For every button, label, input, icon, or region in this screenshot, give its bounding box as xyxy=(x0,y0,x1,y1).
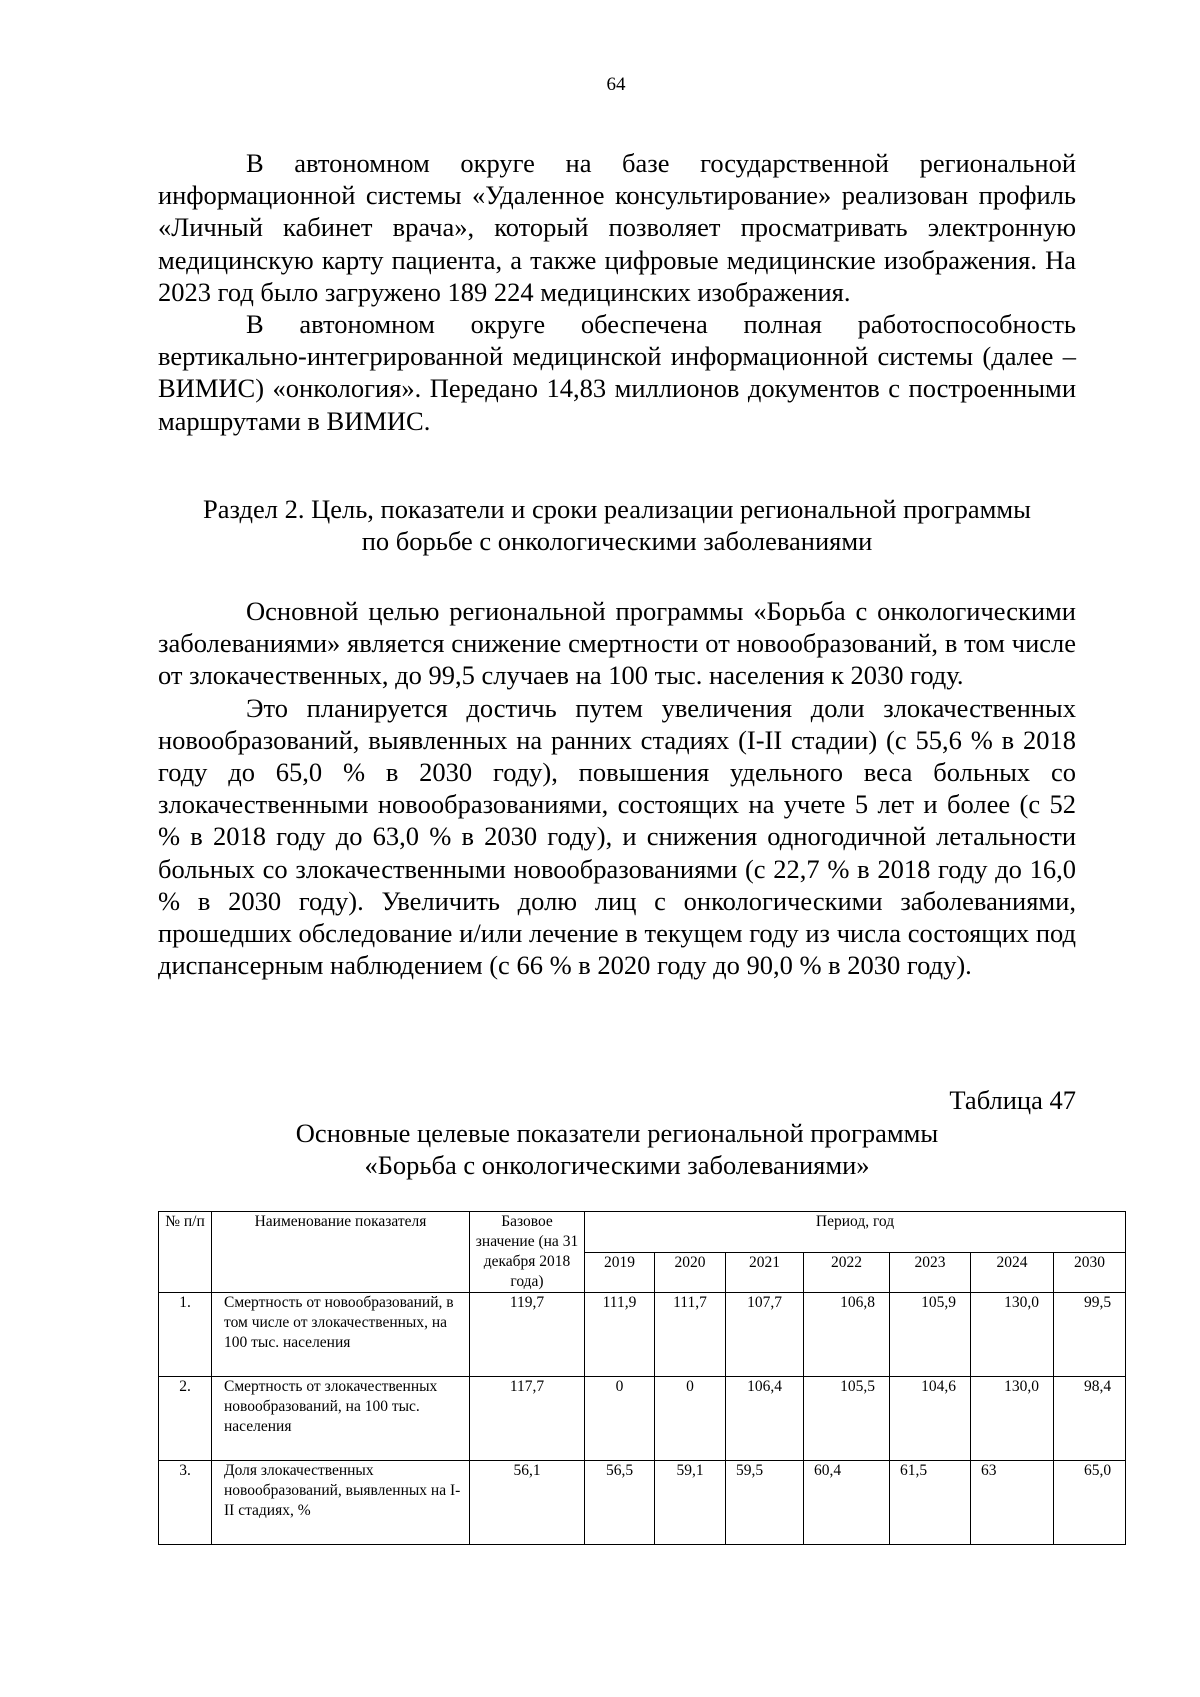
cell-value: 105,5 xyxy=(804,1377,890,1461)
intro-text xyxy=(158,147,1076,437)
cell-value: 0 xyxy=(655,1377,726,1461)
section-heading xyxy=(158,493,1076,557)
cell-value: 105,9 xyxy=(890,1293,971,1377)
header-cell-name: Наименование показателя xyxy=(212,1212,470,1293)
header-cell-year: 2020 xyxy=(655,1252,726,1293)
cell-value: 59,5 xyxy=(726,1461,804,1545)
goal-text xyxy=(158,595,1076,981)
table-number: Таблица 47 xyxy=(949,1085,1076,1115)
cell-value: 106,8 xyxy=(804,1293,890,1377)
cell-value: 63 xyxy=(971,1461,1054,1545)
cell-value: 59,1 xyxy=(655,1461,726,1545)
paragraph: Основной целью региональной программы «Борьба с онкологическими заболеваниями» является снижение смертности от новообразований, в том числе от злокачественных, до 99,5 случаев на 100 тыс. населения к 2030 году. xyxy=(158,596,1076,691)
header-cell-period: Период, год xyxy=(585,1212,1126,1253)
cell-base: 119,7 xyxy=(470,1293,585,1377)
header-cell-year: 2030 xyxy=(1054,1252,1126,1293)
indicators-table xyxy=(158,1211,1126,1545)
header-cell-year: 2023 xyxy=(890,1252,971,1293)
paragraph: Это планируется достичь путем увеличения доли злокачественных новообразований, выявленных на ранних стадиях (I-II стадии) (с 55,6 % в 2018 году до 65,0 % в 2030 году), повышения удельного веса больных со злокачественными новообразованиями, состоящих на учете 5 лет и более (с 52 % в 2018 году до 63,0 % в 2030 году), и снижения одногодичной летальности больных со злокачественными новообразованиями (с 22,7 % в 2018 году до 16,0 % в 2030 году). Увеличить долю лиц с онкологическими заболеваниями, прошедших обследование и/или лечение в текущем году из числа состоящих под диспансерным наблюдением (с 66 % в 2020 году до 90,0 % в 2030 году). xyxy=(158,692,1076,981)
cell-value: 56,5 xyxy=(585,1461,655,1545)
header-cell-num: № п/п xyxy=(159,1212,212,1293)
cell-value: 107,7 xyxy=(726,1293,804,1377)
cell-value: 106,4 xyxy=(726,1377,804,1461)
cell-value: 65,0 xyxy=(1054,1461,1126,1545)
cell-name: Смертность от новообразований, в том числе от злокачественных, на 100 тыс. населения xyxy=(212,1293,470,1377)
header-cell-year: 2024 xyxy=(971,1252,1054,1293)
header-cell-year: 2021 xyxy=(726,1252,804,1293)
table-title xyxy=(158,1117,1076,1181)
cell-num: 1. xyxy=(159,1293,212,1377)
header-cell-year: 2022 xyxy=(804,1252,890,1293)
cell-num: 3. xyxy=(159,1461,212,1545)
cell-value: 130,0 xyxy=(971,1377,1054,1461)
cell-base: 117,7 xyxy=(470,1377,585,1461)
page-number: 64 xyxy=(606,74,626,95)
cell-value: 61,5 xyxy=(890,1461,971,1545)
cell-value: 60,4 xyxy=(804,1461,890,1545)
cell-value: 98,4 xyxy=(1054,1377,1126,1461)
table-row xyxy=(159,1293,1126,1377)
cell-name: Смертность от злокачественных новообразований, на 100 тыс. населения xyxy=(212,1377,470,1461)
cell-num: 2. xyxy=(159,1377,212,1461)
cell-value: 111,9 xyxy=(585,1293,655,1377)
table-row xyxy=(159,1377,1126,1461)
table-header-row xyxy=(159,1212,1126,1253)
table-title-line: Основные целевые показатели региональной программы xyxy=(295,1118,939,1148)
cell-value: 104,6 xyxy=(890,1377,971,1461)
cell-value: 0 xyxy=(585,1377,655,1461)
section-heading-line: Раздел 2. Цель, показатели и сроки реализации региональной программы xyxy=(203,494,1031,524)
table-row xyxy=(159,1461,1126,1545)
table-title-line: «Борьба с онкологическими заболеваниями» xyxy=(364,1150,870,1180)
paragraph: В автономном округе на базе государственной региональной информационной системы «Удаленное консультирование» реализован профиль «Личный кабинет врача», который позволяет просматривать электронную медицинскую карту пациента, а также цифровые медицинские изображения. На 2023 год было загружено 189 224 медицинских изображения. xyxy=(158,148,1076,307)
cell-value: 99,5 xyxy=(1054,1293,1126,1377)
cell-value: 111,7 xyxy=(655,1293,726,1377)
section-heading-line: по борьбе с онкологическими заболеваниями xyxy=(361,526,873,556)
header-cell-year: 2019 xyxy=(585,1252,655,1293)
cell-base: 56,1 xyxy=(470,1461,585,1545)
cell-value: 130,0 xyxy=(971,1293,1054,1377)
cell-name: Доля злокачественных новообразований, выявленных на I-II стадиях, % xyxy=(212,1461,470,1545)
paragraph: В автономном округе обеспечена полная работоспособность вертикально-интегрированной медицинской информационной системы (далее – ВИМИС) «онкология». Передано 14,83 миллионов документов с построенными маршрутами в ВИМИС. xyxy=(158,309,1076,436)
header-cell-base: Базовое значение (на 31 декабря 2018 года) xyxy=(470,1212,585,1293)
